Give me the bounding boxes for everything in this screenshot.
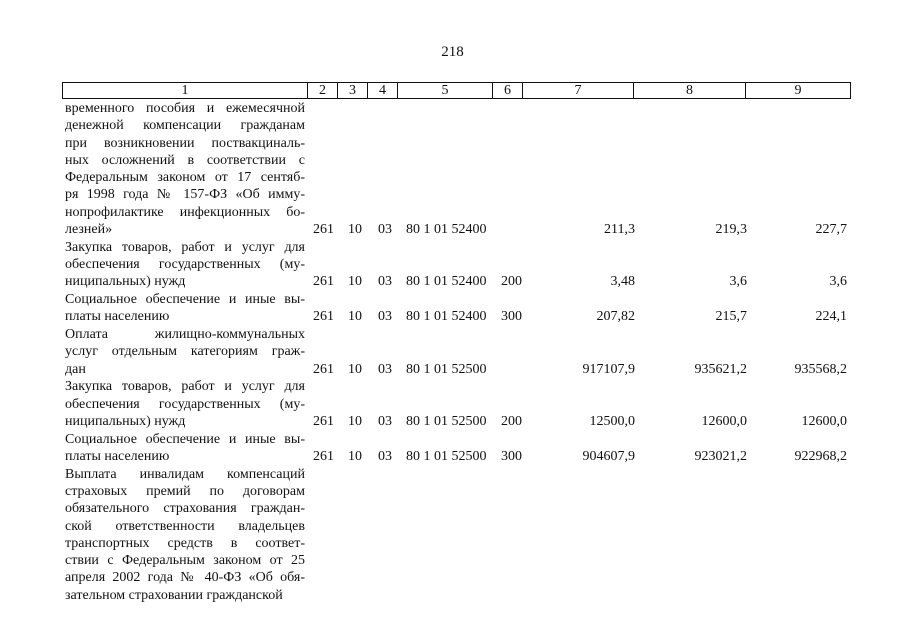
description-line: лезней» — [65, 222, 113, 238]
amount-year-3: 227,7 — [815, 222, 847, 238]
section-code: 261 — [313, 413, 334, 429]
expense-type-code: 200 — [501, 274, 522, 290]
amount-year-2: 12600,0 — [701, 413, 747, 429]
subsection-code: 10 — [348, 222, 362, 238]
row-description — [65, 291, 305, 326]
subgroup-code: 03 — [378, 448, 392, 464]
description-line: Социальное обеспечение и иные вы- — [65, 292, 305, 308]
amount-year-1: 904607,9 — [582, 448, 635, 464]
description-line: платы населению — [65, 448, 170, 464]
column-header-3: 3 — [338, 83, 368, 99]
amount-year-1: 211,3 — [604, 222, 635, 238]
description-line: Закупка товаров, работ и услуг для — [65, 239, 305, 255]
description-line: обеспечения государственных (му- — [65, 396, 305, 412]
description-line: транспортных средств в соответ- — [65, 535, 305, 551]
row-description — [65, 466, 305, 604]
section-code: 261 — [313, 222, 334, 238]
description-line: ря 1998 года № 157-ФЗ «Об имму- — [65, 187, 305, 203]
table-row — [0, 431, 905, 466]
description-line: Оплата жилищно-коммунальных — [65, 327, 305, 343]
column-header-7: 7 — [523, 83, 634, 99]
subsection-code: 10 — [348, 413, 362, 429]
description-line: ниципальных) нужд — [65, 274, 186, 290]
description-line: зательном страховании гражданской — [65, 587, 283, 603]
section-code: 261 — [313, 448, 334, 464]
target-article-code: 80 1 01 52500 — [406, 448, 487, 464]
subgroup-code: 03 — [378, 413, 392, 429]
section-code: 261 — [313, 361, 334, 377]
amount-year-1: 12500,0 — [589, 413, 635, 429]
subgroup-code: 03 — [378, 309, 392, 325]
row-description — [65, 239, 305, 291]
amount-year-1: 3,48 — [610, 274, 635, 290]
subsection-code: 10 — [348, 448, 362, 464]
amount-year-1: 207,82 — [596, 309, 635, 325]
target-article-code: 80 1 01 52400 — [406, 309, 487, 325]
table-row — [0, 466, 905, 604]
description-line: нопрофилактике инфекционных бо- — [65, 204, 305, 220]
section-code: 261 — [313, 309, 334, 325]
subgroup-code: 03 — [378, 222, 392, 238]
expense-type-code: 300 — [501, 309, 522, 325]
row-description — [65, 100, 305, 238]
description-line: Федеральным законом от 17 сентяб- — [65, 170, 305, 186]
target-article-code: 80 1 01 52400 — [406, 274, 487, 290]
description-line: обеспечения государственных (му- — [65, 257, 305, 273]
description-line: апреля 2002 года № 40-ФЗ «Об обя- — [65, 570, 305, 586]
expense-type-code: 300 — [501, 448, 522, 464]
description-line: ниципальных) нужд — [65, 413, 186, 429]
description-line: обязательного страхования граждан- — [65, 501, 305, 517]
subgroup-code: 03 — [378, 274, 392, 290]
description-line: Закупка товаров, работ и услуг для — [65, 379, 305, 395]
description-line: ных осложнений в соответствии с — [65, 152, 305, 168]
subgroup-code: 03 — [378, 361, 392, 377]
column-header-5: 5 — [398, 83, 493, 99]
table-row — [0, 291, 905, 326]
table-row — [0, 378, 905, 430]
description-line: Выплата инвалидам компенсаций — [65, 466, 305, 482]
description-line: дан — [65, 361, 86, 377]
expense-type-code: 200 — [501, 413, 522, 429]
subsection-code: 10 — [348, 274, 362, 290]
target-article-code: 80 1 01 52500 — [406, 361, 487, 377]
table-row — [0, 239, 905, 291]
description-line: платы населению — [65, 309, 170, 325]
description-line: ствии с Федеральным законом от 25 — [65, 553, 305, 569]
row-description — [65, 326, 305, 378]
amount-year-3: 935568,2 — [794, 361, 847, 377]
description-line: при возникновении поствакциналь- — [65, 135, 305, 151]
amount-year-3: 224,1 — [815, 309, 847, 325]
table-row — [0, 326, 905, 378]
row-description — [65, 431, 305, 466]
description-line: Социальное обеспечение и иные вы- — [65, 431, 305, 447]
amount-year-3: 922968,2 — [794, 448, 847, 464]
description-line: услуг отдельным категориям граж- — [65, 344, 305, 360]
target-article-code: 80 1 01 52400 — [406, 222, 487, 238]
column-header-2: 2 — [308, 83, 338, 99]
table-row — [0, 100, 905, 238]
subsection-code: 10 — [348, 309, 362, 325]
table-body — [0, 100, 905, 640]
description-line: временного пособия и ежемесячной — [65, 101, 305, 116]
amount-year-2: 3,6 — [729, 274, 747, 290]
subsection-code: 10 — [348, 361, 362, 377]
column-header-1: 1 — [63, 83, 308, 99]
row-description — [65, 378, 305, 430]
amount-year-2: 923021,2 — [694, 448, 747, 464]
amount-year-3: 3,6 — [829, 274, 847, 290]
target-article-code: 80 1 01 52500 — [406, 413, 487, 429]
column-header-9: 9 — [746, 83, 851, 99]
description-line: денежной компенсации гражданам — [65, 118, 305, 134]
amount-year-1: 917107,9 — [582, 361, 635, 377]
amount-year-2: 935621,2 — [694, 361, 747, 377]
column-header-8: 8 — [634, 83, 746, 99]
description-line: страховых премий по договорам — [65, 483, 305, 499]
page-number: 218 — [441, 44, 464, 60]
amount-year-2: 215,7 — [715, 309, 747, 325]
amount-year-2: 219,3 — [715, 222, 747, 238]
column-header-4: 4 — [368, 83, 398, 99]
section-code: 261 — [313, 274, 334, 290]
column-header-row — [62, 82, 851, 99]
amount-year-3: 12600,0 — [801, 413, 847, 429]
column-header-6: 6 — [493, 83, 523, 99]
description-line: ской ответственности владельцев — [65, 518, 305, 534]
